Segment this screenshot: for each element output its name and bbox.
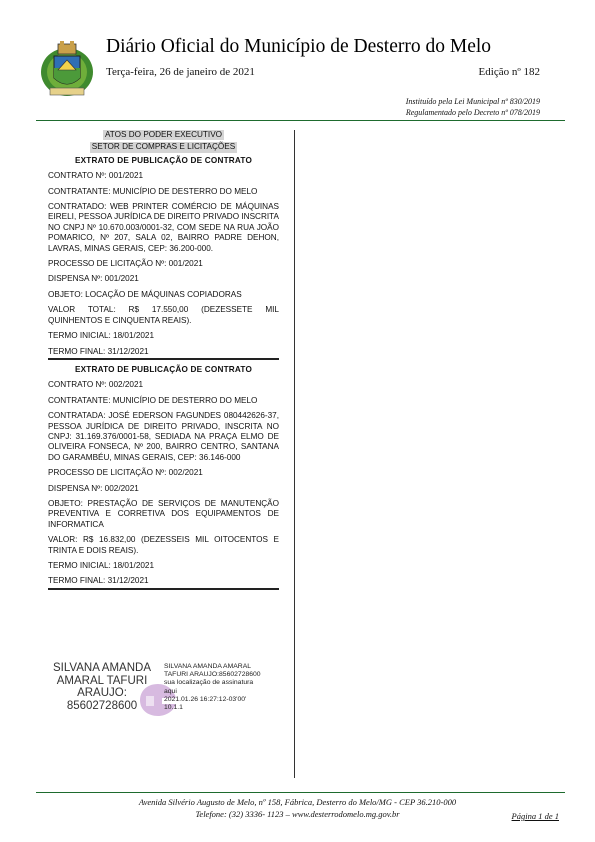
start-term: TERMO INICIAL: 18/01/2021 xyxy=(48,561,155,570)
contract-heading: EXTRATO DE PUBLICAÇÃO DE CONTRATO xyxy=(74,155,253,165)
page-number: Página 1 de 1 xyxy=(511,811,559,821)
section-subtitle: SETOR DE COMPRAS E LICITAÇÕES xyxy=(91,142,236,152)
signer-name: SILVANA AMANDA AMARAL TAFURI ARAUJO: 85602728600 xyxy=(53,662,151,712)
contract-number: CONTRATO Nº: 002/2021 xyxy=(48,380,144,390)
contracted-party: CONTRATADA: JOSÉ EDERSON FAGUNDES 080442626-37, PESSOA JURÍDICA DE DIREITO PRIVADO, INSCRITA NO CNPJ: 31.169.376/0001-58, SEDIADA NA PRAÇA ELMO DE OLIVEIRA FONSECA, Nº 200, BAIRRO CENTRO, SANTANA DO GARAMBÉU, MINAS GERAIS, CEP: 36.146-000 xyxy=(48,411,279,462)
digital-signature[interactable] xyxy=(48,662,288,722)
coat-of-arms-icon xyxy=(36,38,98,100)
footer-contact: Telefone: (32) 3336- 1123 – www.desterrodomelo.mg.gov.br xyxy=(195,809,400,819)
contracting-party: CONTRATANTE: MUNICÍPIO DE DESTERRO DO MELO xyxy=(48,186,258,196)
contract-separator xyxy=(48,358,279,360)
waiver-number: DISPENSA Nº: 001/2021 xyxy=(48,274,139,284)
section-title: ATOS DO PODER EXECUTIVO xyxy=(104,130,223,139)
waiver-number: DISPENSA Nº: 002/2021 xyxy=(48,483,139,493)
gazette-title: Diário Oficial do Município de Desterro do Melo xyxy=(106,36,492,57)
contract-separator xyxy=(48,588,279,590)
contract-value: VALOR: R$ 16.832,00 (DEZESSEIS MIL OITOCENTOS E TRINTA E DOIS REAIS). xyxy=(48,535,279,555)
institution-decree: Regulamentado pelo Decreto nº 078/2019 xyxy=(405,108,540,117)
footer-address: Avenida Silvério Augusto de Melo, nº 158, Fábrica, Desterro do Melo/MG - CEP 36.210-000 xyxy=(138,797,457,807)
contract-object: OBJETO: PRESTAÇÃO DE SERVIÇOS DE MANUTENÇÃO PREVENTIVA E CORRETIVA DOS EQUIPAMENTOS DE INFORMATICA xyxy=(48,498,279,529)
footer-divider xyxy=(36,792,565,793)
contract-value: VALOR TOTAL: R$ 17.550,00 (DEZESSETE MIL QUINHENTOS E CINQUENTA REAIS). xyxy=(48,305,279,325)
contract-heading: EXTRATO DE PUBLICAÇÃO DE CONTRATO xyxy=(74,364,253,374)
contract-object: OBJETO: LOCAÇÃO DE MÁQUINAS COPIADORAS xyxy=(48,289,242,299)
end-term: TERMO FINAL: 31/12/2021 xyxy=(48,346,149,356)
start-term: TERMO INICIAL: 18/01/2021 xyxy=(48,331,155,341)
bidding-process: PROCESSO DE LICITAÇÃO Nº: 002/2021 xyxy=(48,468,203,478)
contracting-party: CONTRATANTE: MUNICÍPIO DE DESTERRO DO MELO xyxy=(48,395,258,405)
header-divider xyxy=(36,120,565,121)
institution-law: Instituído pela Lei Municipal nº 830/2019 xyxy=(405,97,540,106)
signature-details: SILVANA AMANDA AMARAL TAFURI ARAUJO:85602728600 sua localização de assinatura aqui 2021.01.26 16:27:12-03'00' 10.1.1 xyxy=(164,663,261,712)
contracted-party: CONTRATADO: WEB PRINTER COMÉRCIO DE MÁQUINAS EIRELI, PESSOA JURÍDICA DE DIREITO PRIVADO INSCRITA NO CNPJ Nº 10.670.003/0001-32, COM SEDE NA RUA JOÃO POMARICO, Nº 207, SALA 02, BAIRRO PADRE DEHON, LAVRAS, MINAS GERAIS, CEP: 36.200-000. xyxy=(48,202,279,253)
publication-date: Terça-feira, 26 de janeiro de 2021 xyxy=(106,66,255,78)
bidding-process: PROCESSO DE LICITAÇÃO Nº: 001/2021 xyxy=(48,259,203,269)
main-column xyxy=(48,130,279,595)
edition-number: Edição nº 182 xyxy=(478,66,540,78)
contract-number: CONTRATO Nº: 001/2021 xyxy=(48,171,144,181)
end-term: TERMO FINAL: 31/12/2021 xyxy=(48,576,149,586)
column-divider xyxy=(294,130,295,778)
